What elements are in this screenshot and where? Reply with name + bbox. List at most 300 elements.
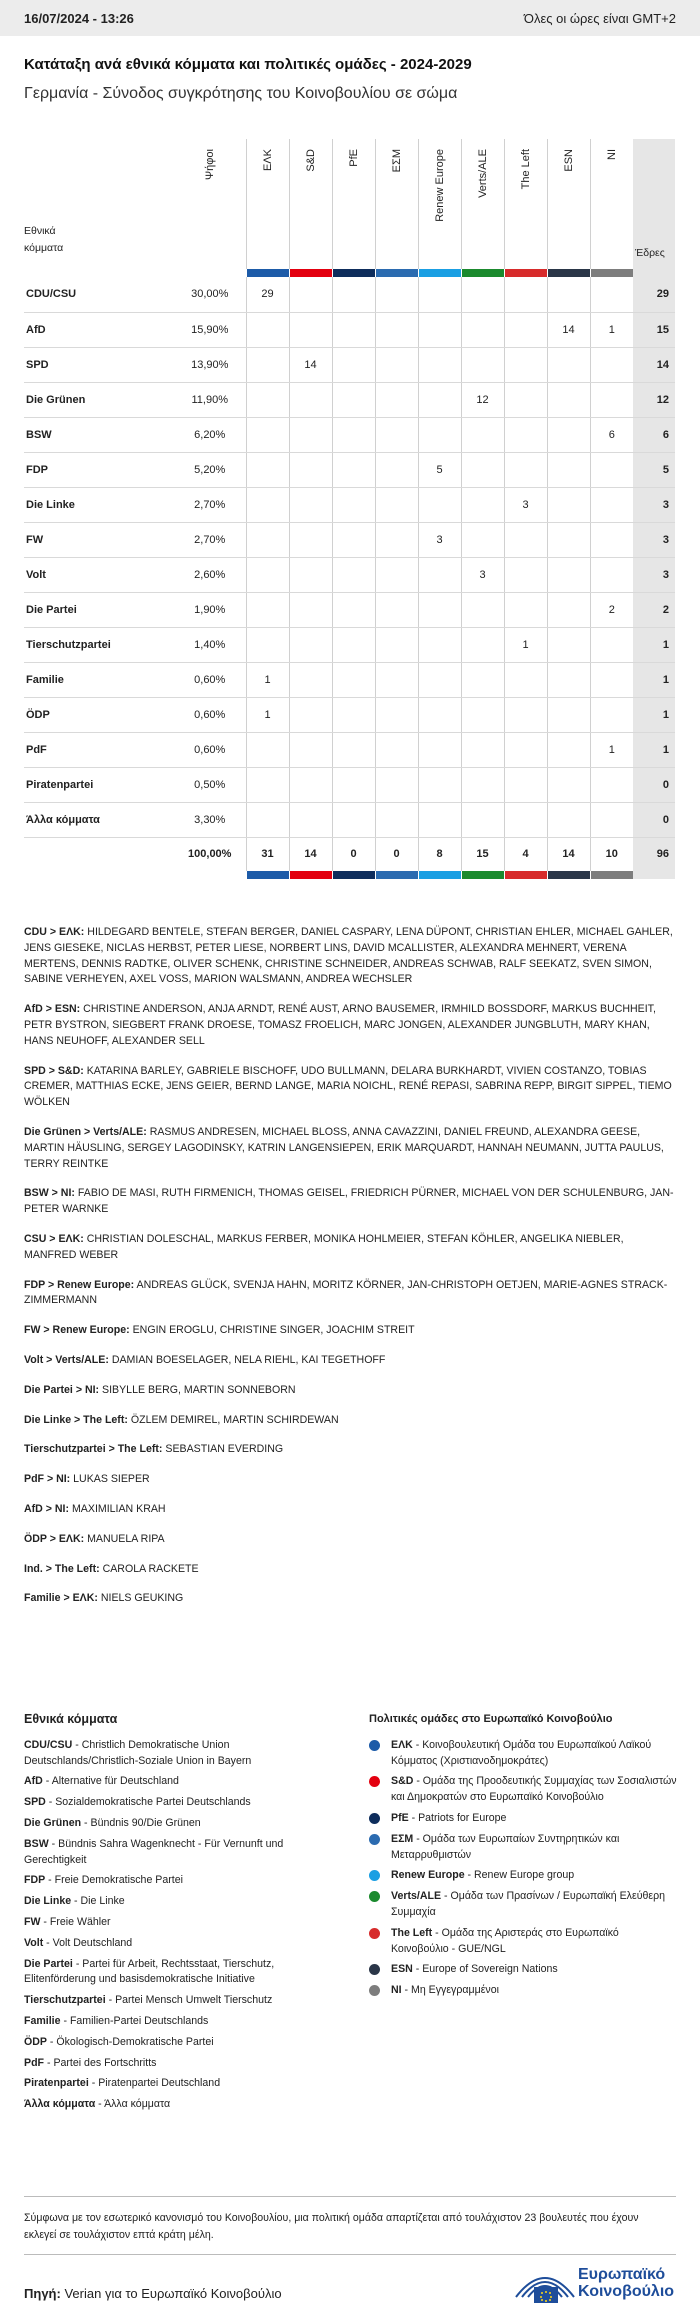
group-seat-cell (332, 487, 375, 522)
total-seats: 15 (633, 312, 675, 347)
group-seat-cell (461, 452, 504, 487)
party-name: Die Linke (24, 487, 174, 522)
group-seat-cell: 14 (289, 347, 332, 382)
vote-share: 5,20% (174, 452, 246, 487)
group-color-bar (504, 871, 547, 879)
table-row (24, 277, 675, 312)
group-seat-cell (590, 487, 633, 522)
group-seat-cell (418, 592, 461, 627)
group-seat-cell (375, 662, 418, 697)
group-seat-cell (289, 487, 332, 522)
table-row (24, 697, 675, 732)
group-color-dot-icon (369, 1834, 380, 1845)
group-seat-cell (461, 767, 504, 802)
vote-share: 0,60% (174, 697, 246, 732)
national-parties-legend (24, 1712, 324, 2118)
group-seat-cell (246, 522, 289, 557)
group-seat-cell: 1 (504, 627, 547, 662)
group-seat-cell (375, 417, 418, 452)
party-name: CDU/CSU (24, 277, 174, 312)
group-seat-cell (504, 662, 547, 697)
group-seat-cell (246, 312, 289, 347)
group-seat-cell (332, 522, 375, 557)
group-seat-cell (504, 277, 547, 312)
group-seat-cell (547, 557, 590, 592)
party-column-header: Εθνικά κόμματα (24, 225, 64, 254)
group-seat-cell (461, 592, 504, 627)
group-legend-item: ESN - Europe of Sovereign Nations (369, 1962, 679, 1978)
group-seat-cell: 1 (246, 697, 289, 732)
group-seat-cell: 1 (590, 312, 633, 347)
party-name: Die Grünen (24, 382, 174, 417)
group-seat-cell (547, 347, 590, 382)
group-total: 4 (504, 837, 547, 871)
group-seat-cell (332, 347, 375, 382)
party-name: SPD (24, 347, 174, 382)
table-row (24, 732, 675, 767)
group-seat-cell (418, 417, 461, 452)
political-groups-legend (369, 1712, 679, 2004)
group-color-bar (375, 269, 418, 277)
group-legend-item: PfE - Patriots for Europe (369, 1811, 679, 1827)
group-legend-item: ΕΣΜ - Ομάδα των Ευρωπαίων Συντηρητικών και Μεταρρυθμιστών (369, 1832, 679, 1864)
group-legend-item: The Left - Ομάδα της Αριστεράς στο Ευρωπαϊκό Κοινοβούλιο - GUE/NGL (369, 1926, 679, 1958)
group-color-dot-icon (369, 1776, 380, 1787)
national-party-item: Άλλα κόμματα - Άλλα κόμματα (24, 2098, 171, 2111)
table-row (24, 662, 675, 697)
group-seat-cell (504, 732, 547, 767)
group-seat-cell (461, 732, 504, 767)
vote-share: 0,50% (174, 767, 246, 802)
national-party-item: CDU/CSU - Christlich Demokratische Union Deutschlands/Christlich-Soziale Union in Bayern (24, 1738, 252, 1767)
group-color-dot-icon (369, 1985, 380, 1996)
group-seat-cell (590, 347, 633, 382)
group-seat-cell (418, 347, 461, 382)
total-seats: 14 (633, 347, 675, 382)
member-group-entry: AfD > ESN: CHRISTINE ANDERSON, ANJA ARNDT, RENÉ AUST, ARNO BAUSEMER, IRMHILD BOSSDORF, MARKUS BUCHHEIT, PETR BYSTRON, SIEGBERT FRANK DROESE, TOMASZ FROELICH, MARC JONGEN, ALEXANDER JUNGBLUTH, MARY KHAN, HANS NEUHOFF, ALEXANDER SELL (24, 1003, 656, 1047)
group-seat-cell (246, 592, 289, 627)
group-seat-cell (504, 382, 547, 417)
group-column-header: Verts/ALE (461, 139, 504, 269)
group-color-bar (246, 269, 289, 277)
group-seat-cell (418, 732, 461, 767)
total-seats: 12 (633, 382, 675, 417)
divider (24, 2196, 676, 2197)
group-legend-item: Verts/ALE - Ομάδα των Πρασίνων / Ευρωπαϊκή Ελεύθερη Συμμαχία (369, 1889, 679, 1921)
member-group-entry: SPD > S&D: KATARINA BARLEY, GABRIELE BISCHOFF, UDO BULLMANN, DELARA BURKHARDT, VIVIEN COSTANZO, TOBIAS CREMER, MATTHIAS ECKE, JENS GEIER, BERND LANGE, MARIA NOICHL, RENÉ REPASI, SABRINA REPP, BIRGIT SIPPEL, TIEMO WÖLKEN (24, 1064, 672, 1109)
member-group-entry: Die Linke > The Left: ÖZLEM DEMIREL, MARTIN SCHIRDEWAN (24, 1413, 339, 1426)
member-group-entry: AfD > NI: MAXIMILIAN KRAH (24, 1502, 166, 1515)
group-seat-cell (504, 452, 547, 487)
member-group-entry: BSW > NI: FABIO DE MASI, RUTH FIRMENICH, THOMAS GEISEL, FRIEDRICH PÜRNER, MICHAEL VON DER SCHULENBURG, JAN-PETER WARNKE (24, 1187, 674, 1216)
group-seat-cell (375, 732, 418, 767)
group-total: 31 (246, 837, 289, 871)
group-seat-cell (418, 487, 461, 522)
group-seat-cell (547, 522, 590, 557)
group-seat-cell (246, 767, 289, 802)
vote-share: 1,90% (174, 592, 246, 627)
group-seat-cell (375, 627, 418, 662)
vote-share: 2,60% (174, 557, 246, 592)
vote-share: 3,30% (174, 802, 246, 837)
table-row (24, 312, 675, 347)
group-seat-cell (461, 417, 504, 452)
table-row (24, 417, 675, 452)
party-name: Piratenpartei (24, 767, 174, 802)
table-row (24, 522, 675, 557)
table-row (24, 557, 675, 592)
group-seat-cell (289, 732, 332, 767)
group-color-bar (418, 871, 461, 879)
group-seat-cell (332, 592, 375, 627)
group-total: 10 (590, 837, 633, 871)
group-total: 0 (332, 837, 375, 871)
group-color-bar (547, 871, 590, 879)
group-seat-cell (289, 627, 332, 662)
group-total: 15 (461, 837, 504, 871)
top-bar (0, 0, 700, 36)
group-color-bar (590, 871, 633, 879)
group-column-header: PfE (332, 139, 375, 269)
group-legend-item: ΕΛΚ - Κοινοβουλευτική Ομάδα του Ευρωπαϊκού Λαϊκού Κόμματος (Χριστιανοδημοκράτες) (369, 1738, 679, 1770)
group-total: 8 (418, 837, 461, 871)
group-seat-cell (418, 802, 461, 837)
table-row (24, 487, 675, 522)
member-group-entry: Familie > ΕΛΚ: NIELS GEUKING (24, 1592, 184, 1605)
group-column-header: Renew Europe (418, 139, 461, 269)
group-seat-cell (547, 697, 590, 732)
group-seat-cell (418, 767, 461, 802)
group-seat-cell (332, 662, 375, 697)
group-color-bar (418, 269, 461, 277)
group-color-bar (547, 269, 590, 277)
group-seat-cell (461, 802, 504, 837)
total-seats: 1 (633, 627, 675, 662)
group-seat-cell (332, 767, 375, 802)
table-row (24, 452, 675, 487)
group-seat-cell (590, 452, 633, 487)
group-column-header: NI (590, 139, 633, 269)
group-seat-cell (590, 382, 633, 417)
group-seat-cell (590, 522, 633, 557)
group-seat-cell (332, 557, 375, 592)
group-color-bar (332, 269, 375, 277)
member-group-entry: FDP > Renew Europe: ANDREAS GLÜCK, SVENJA HAHN, MORITZ KÖRNER, JAN-CHRISTOPH OETJEN, MARIE-AGNES STRACK-ZIMMERMANN (24, 1278, 668, 1307)
group-seat-cell: 1 (246, 662, 289, 697)
party-name: FW (24, 522, 174, 557)
seats-table (24, 139, 675, 879)
group-seat-cell (461, 487, 504, 522)
table-row (24, 347, 675, 382)
member-group-entry: FW > Renew Europe: ENGIN EROGLU, CHRISTINE SINGER, JOACHIM STREIT (24, 1324, 415, 1337)
total-seats: 2 (633, 592, 675, 627)
totals-row (24, 837, 675, 871)
vote-share: 0,60% (174, 662, 246, 697)
group-seat-cell (289, 522, 332, 557)
national-party-item: SPD - Sozialdemokratische Partei Deutschlands (24, 1796, 251, 1809)
total-seats: 0 (633, 802, 675, 837)
group-seat-cell (289, 802, 332, 837)
group-seat-cell (289, 452, 332, 487)
group-color-dot-icon (369, 1928, 380, 1939)
group-seat-cell (590, 662, 633, 697)
group-seat-cell (547, 452, 590, 487)
group-seat-cell (418, 662, 461, 697)
group-seat-cell (461, 522, 504, 557)
group-seat-cell: 1 (590, 732, 633, 767)
national-party-item: AfD - Alternative für Deutschland (24, 1775, 179, 1788)
vote-share: 2,70% (174, 487, 246, 522)
parliament-emblem-icon (512, 2263, 578, 2303)
group-seat-cell (418, 277, 461, 312)
group-seat-cell (289, 697, 332, 732)
group-color-bar (461, 269, 504, 277)
total-seats: 3 (633, 557, 675, 592)
group-seat-cell (332, 417, 375, 452)
group-seat-cell (547, 627, 590, 662)
divider (24, 2254, 676, 2255)
timestamp: 16/07/2024 - 13:26 (24, 10, 134, 26)
group-seat-cell (461, 662, 504, 697)
group-color-dot-icon (369, 1964, 380, 1975)
member-group-entry: Die Partei > NI: SIBYLLE BERG, MARTIN SONNEBORN (24, 1383, 296, 1396)
member-group-entry: Die Grünen > Verts/ALE: RASMUS ANDRESEN, MICHAEL BLOSS, ANNA CAVAZZINI, DANIEL FREUND, ALEXANDRA GEESE, MARTIN HÄUSLING, SERGEY LAGODINSKY, KATRIN LANGENSIEPEN, ERIK MARQUARDT, HANNAH NEUMANN, JUTTA PAULUS, TERRY REINTKE (24, 1125, 664, 1170)
national-party-item: BSW - Bündnis Sahra Wagenknecht - Für Vernunft und Gerechtigkeit (24, 1837, 284, 1866)
group-color-bar (289, 871, 332, 879)
member-group-entry: CDU > ΕΛΚ: HILDEGARD BENTELE, STEFAN BERGER, DANIEL CASPARY, LENA DÜPONT, CHRISTIAN EHLER, MICHAEL GAHLER, JENS GIESEKE, NICLAS HERBST, PETER LIESE, NORBERT LINS, DAVID MCALLISTER, ALEXANDRA MEHNERT, VERENA MERTENS, DENNIS RADTKE, OLIVER SCHENK, CHRISTINE SCHNEIDER, ANDREAS SCHWAB, RALF SEEKATZ, SVEN SIMON, SABINE VERHEYEN, AXEL VOSS, MARION WALSMANN, ANDREA WECHSLER (24, 926, 673, 986)
page-title: Κατάταξη ανά εθνικά κόμματα και πολιτικές ομάδες - 2024-2029 (24, 56, 472, 73)
member-group-entry: PdF > NI: LUKAS SIEPER (24, 1473, 150, 1486)
group-seat-cell: 3 (504, 487, 547, 522)
page-subtitle: Γερμανία - Σύνοδος συγκρότησης του Κοινοβουλίου σε σώμα (24, 85, 458, 102)
member-list (24, 925, 676, 1621)
group-seat-cell (547, 592, 590, 627)
group-seat-cell (375, 592, 418, 627)
party-name: Familie (24, 662, 174, 697)
national-party-item: Volt - Volt Deutschland (24, 1936, 133, 1949)
party-name: Tierschutzpartei (24, 627, 174, 662)
party-name: PdF (24, 732, 174, 767)
group-seat-cell (332, 697, 375, 732)
logo-line-2: Κοινοβούλιο (578, 2283, 675, 2300)
member-group-entry: CSU > ΕΛΚ: CHRISTIAN DOLESCHAL, MARKUS FERBER, MONIKA HOHLMEIER, STEFAN KÖHLER, ANGELIKA NIEBLER, MANFRED WEBER (24, 1232, 624, 1261)
table-row (24, 627, 675, 662)
table-row (24, 767, 675, 802)
european-parliament-logo (512, 2262, 677, 2304)
national-party-item: ÖDP - Ökologisch-Demokratische Partei (24, 2035, 214, 2048)
total-seats: 0 (633, 767, 675, 802)
group-color-bar (504, 269, 547, 277)
group-color-bar (461, 871, 504, 879)
group-seat-cell (332, 452, 375, 487)
group-seat-cell (375, 522, 418, 557)
group-total: 14 (289, 837, 332, 871)
group-column-header: ΕΣΜ (375, 139, 418, 269)
group-seat-cell (547, 382, 590, 417)
group-seat-cell (504, 312, 547, 347)
group-seat-cell (375, 557, 418, 592)
total-seats: 3 (633, 522, 675, 557)
group-seat-cell (547, 767, 590, 802)
group-seat-cell (547, 277, 590, 312)
group-seat-cell (461, 627, 504, 662)
total-seats: 5 (633, 452, 675, 487)
group-seat-cell (547, 732, 590, 767)
logo-line-1: Ευρωπαϊκό (578, 2266, 666, 2283)
group-color-dot-icon (369, 1870, 380, 1881)
group-color-dot-icon (369, 1740, 380, 1751)
group-seat-cell (289, 592, 332, 627)
group-seat-cell (289, 662, 332, 697)
group-seat-cell (375, 767, 418, 802)
group-seat-cell (504, 592, 547, 627)
group-seat-cell (375, 487, 418, 522)
national-party-item: Die Grünen - Bündnis 90/Die Grünen (24, 1816, 201, 1829)
party-name: AfD (24, 312, 174, 347)
timezone-note: Όλες οι ώρες είναι GMT+2 (523, 10, 676, 26)
group-seat-cell (504, 767, 547, 802)
vote-share: 15,90% (174, 312, 246, 347)
party-name: BSW (24, 417, 174, 452)
group-seat-cell (461, 277, 504, 312)
group-column-header: The Left (504, 139, 547, 269)
group-column-header: ESN (547, 139, 590, 269)
total-seats: 1 (633, 662, 675, 697)
group-seat-cell: 14 (547, 312, 590, 347)
national-party-item: Piratenpartei - Piratenpartei Deutschland (24, 2077, 221, 2090)
group-seat-cell (504, 417, 547, 452)
group-color-bar (289, 269, 332, 277)
national-party-item: Die Linke - Die Linke (24, 1895, 125, 1908)
group-seat-cell: 2 (590, 592, 633, 627)
group-seat-cell (375, 382, 418, 417)
vote-share: 11,90% (174, 382, 246, 417)
group-seat-cell (375, 312, 418, 347)
party-name: Άλλα κόμματα (24, 802, 174, 837)
national-party-item: Tierschutzpartei - Partei Mensch Umwelt Tierschutz (24, 1994, 273, 2007)
group-seat-cell (289, 557, 332, 592)
group-color-bar (332, 871, 375, 879)
group-seat-cell (332, 802, 375, 837)
group-seat-cell: 6 (590, 417, 633, 452)
group-seat-cell (246, 487, 289, 522)
vote-share: 1,40% (174, 627, 246, 662)
total-seats: 29 (633, 277, 675, 312)
national-party-item: Familie - Familien-Partei Deutschlands (24, 2014, 209, 2027)
group-seat-cell (547, 417, 590, 452)
group-seat-cell (289, 382, 332, 417)
group-seat-cell (418, 557, 461, 592)
national-party-item: PdF - Partei des Fortschritts (24, 2056, 157, 2069)
group-column-header: S&D (289, 139, 332, 269)
group-seat-cell (504, 522, 547, 557)
vote-share: 30,00% (174, 277, 246, 312)
group-seat-cell (547, 802, 590, 837)
national-party-item: Die Partei - Partei für Arbeit, Rechtsstaat, Tierschutz, Elitenförderung und basisdemokratische Initiative (24, 1957, 275, 1986)
table-row (24, 802, 675, 837)
group-seat-cell (375, 452, 418, 487)
group-seat-cell (332, 627, 375, 662)
group-seat-cell (246, 347, 289, 382)
member-group-entry: Volt > Verts/ALE: DAMIAN BOESELAGER, NELA RIEHL, KAI TEGETHOFF (24, 1353, 386, 1366)
group-seat-cell (461, 347, 504, 382)
group-total: 0 (375, 837, 418, 871)
vote-share: 2,70% (174, 522, 246, 557)
group-color-dot-icon (369, 1891, 380, 1902)
group-seat-cell (246, 557, 289, 592)
group-seat-cell (246, 627, 289, 662)
table-row (24, 592, 675, 627)
group-seat-cell (332, 277, 375, 312)
group-seat-cell (375, 697, 418, 732)
group-seat-cell (504, 557, 547, 592)
group-color-bar (246, 871, 289, 879)
party-name: ÖDP (24, 697, 174, 732)
member-group-entry: ÖDP > ΕΛΚ: MANUELA RIPA (24, 1532, 165, 1545)
group-seat-cell (375, 347, 418, 382)
group-seat-cell: 3 (461, 557, 504, 592)
vote-share: 6,20% (174, 417, 246, 452)
seats-total: 96 (633, 837, 675, 871)
group-seat-cell (418, 312, 461, 347)
vote-share: 13,90% (174, 347, 246, 382)
group-seat-cell: 12 (461, 382, 504, 417)
total-seats: 1 (633, 697, 675, 732)
national-party-item: FW - Freie Wähler (24, 1915, 111, 1928)
group-seat-cell (332, 732, 375, 767)
group-seat-cell (461, 697, 504, 732)
total-seats: 1 (633, 732, 675, 767)
table-row (24, 382, 675, 417)
group-seat-cell (289, 312, 332, 347)
group-seat-cell (418, 697, 461, 732)
group-seat-cell (590, 627, 633, 662)
total-seats: 3 (633, 487, 675, 522)
member-group-entry: Ind. > The Left: CAROLA RACKETE (24, 1562, 199, 1575)
group-seat-cell (375, 802, 418, 837)
votes-column-header: Ψήφοι (203, 149, 216, 181)
national-legend-title: Εθνικά κόμματα (24, 1712, 118, 1726)
group-seat-cell (332, 382, 375, 417)
group-column-header: ΕΛΚ (246, 139, 289, 269)
vote-share: 0,60% (174, 732, 246, 767)
group-seat-cell (547, 487, 590, 522)
group-seat-cell (590, 277, 633, 312)
group-seat-cell: 5 (418, 452, 461, 487)
group-seat-cell (246, 732, 289, 767)
group-seat-cell (289, 417, 332, 452)
member-group-entry: Tierschutzpartei > The Left: SEBASTIAN EVERDING (24, 1443, 284, 1456)
group-color-bar (375, 871, 418, 879)
group-seat-cell (590, 557, 633, 592)
group-seat-cell (590, 802, 633, 837)
total-votes: 100,00% (174, 837, 246, 871)
group-seat-cell (418, 627, 461, 662)
group-legend-item: Renew Europe - Renew Europe group (369, 1868, 679, 1884)
group-color-dot-icon (369, 1813, 380, 1824)
group-seat-cell (504, 347, 547, 382)
group-seat-cell: 29 (246, 277, 289, 312)
group-seat-cell (289, 767, 332, 802)
group-legend-item: S&D - Ομάδα της Προοδευτικής Συμμαχίας των Σοσιαλιστών και Δημοκρατών στο Ευρωπαϊκό Κοινοβούλιο (369, 1774, 679, 1806)
group-seat-cell (590, 767, 633, 802)
group-seat-cell (332, 312, 375, 347)
group-legend-item: NI - Μη Εγγεγραμμένοι (369, 1983, 679, 1999)
seats-column-header: Έδρες (633, 139, 675, 269)
source: Πηγή: Verian για το Ευρωπαϊκό Κοινοβούλιο (24, 2286, 282, 2301)
group-seat-cell: 3 (418, 522, 461, 557)
party-name: FDP (24, 452, 174, 487)
